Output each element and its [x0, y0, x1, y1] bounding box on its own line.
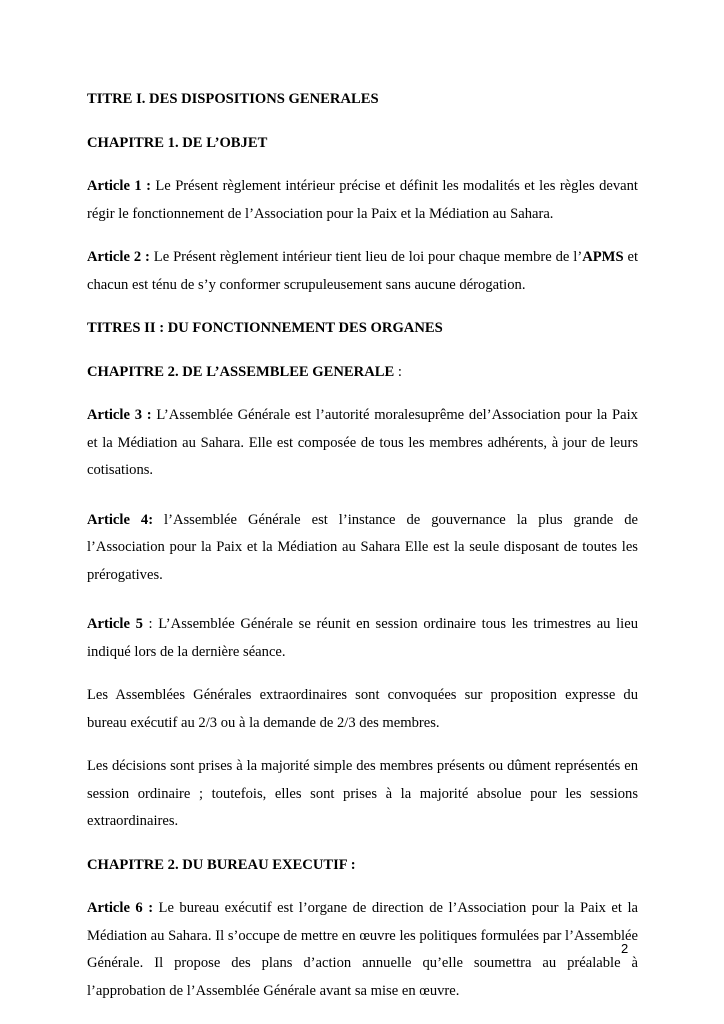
chapitre-3-heading: CHAPITRE 2. DU BUREAU EXECUTIF :	[87, 856, 356, 873]
apms-acronym: APMS	[582, 249, 624, 265]
article-2-text-before: Le Présent règlement intérieur tient lieu de loi pour chaque membre de l’	[149, 249, 583, 265]
titre-2-heading: TITRES II : DU FONCTIONNEMENT DES ORGANES	[87, 320, 443, 336]
article-1	[87, 173, 638, 228]
article-5-label: Article 5	[87, 616, 143, 632]
chapitre-2-heading	[87, 359, 638, 387]
article-6-label: Article 6 :	[87, 900, 154, 916]
article-4-text: l’Assemblée Générale est l’instance de gouvernance la plus grande de l’Association pour la Paix et la Médiation au Sahara Elle est la seule disposant de toutes les prérogatives.	[87, 511, 638, 583]
page-number: 2	[621, 941, 629, 956]
article-5-text: : L’Assemblée Générale se réunit en session ordinaire tous les trimestres au lieu indiqué lors de la dernière séance.	[87, 616, 638, 660]
article-1-label: Article 1 :	[87, 178, 151, 194]
article-3-label: Article 3 :	[87, 407, 152, 423]
titre-1-heading: TITRE I. DES DISPOSITIONS GENERALES	[87, 91, 379, 107]
paragraph-decisions: Les décisions sont prises à la majorité simple des membres présents ou dûment représentés en session ordinaire ; toutefois, elles sont prises à la majorité absolue pour les sessions extraordinaires.	[87, 758, 638, 829]
article-3-text: L’Assemblée Générale est l’autorité moralesuprême del’Association pour la Paix et la Médiation au Sahara. Elle est composée de tous les membres adhérents, à jour de leurs cotisations.	[87, 407, 638, 478]
chapitre-2-label: CHAPITRE 2. DE L’ASSEMBLEE GENERALE	[87, 363, 395, 380]
chapitre-2-suffix: :	[394, 363, 402, 380]
paragraph-extraordinaires: Les Assemblées Générales extraordinaires sont convoquées sur proposition expresse du bureau exécutif au 2/3 ou à la demande de 2/3 des membres.	[87, 687, 638, 731]
article-4-label: Article 4:	[87, 511, 154, 528]
article-2	[87, 244, 638, 299]
article-6	[87, 895, 638, 1005]
article-2-text-after: et chacun est ténu de s’y conformer scrupuleusement sans aucune dérogation.	[87, 249, 639, 293]
article-6-text: Le bureau exécutif est l’organe de direction de l’Association pour la Paix et la Médiation au Sahara. Il s’occupe de mettre en œuvre les politiques formulées par l’Assemblée Générale. Il propose des plans d’action annuelle qu’elle soumettra au préalable à l’approbation de l’Assemblée Générale avant sa mise en œuvre.	[87, 900, 638, 999]
article-4	[87, 507, 638, 590]
article-5	[87, 611, 638, 666]
article-2-label: Article 2 :	[87, 249, 150, 265]
article-1-text: Le Présent règlement intérieur précise et définit les modalités et les règles devant régir le fonctionnement de l’Association pour la Paix et la Médiation au Sahara.	[87, 178, 638, 222]
article-3	[87, 402, 638, 485]
document-body	[87, 86, 638, 1021]
chapitre-1-heading: CHAPITRE 1. DE L’OBJET	[87, 134, 268, 151]
